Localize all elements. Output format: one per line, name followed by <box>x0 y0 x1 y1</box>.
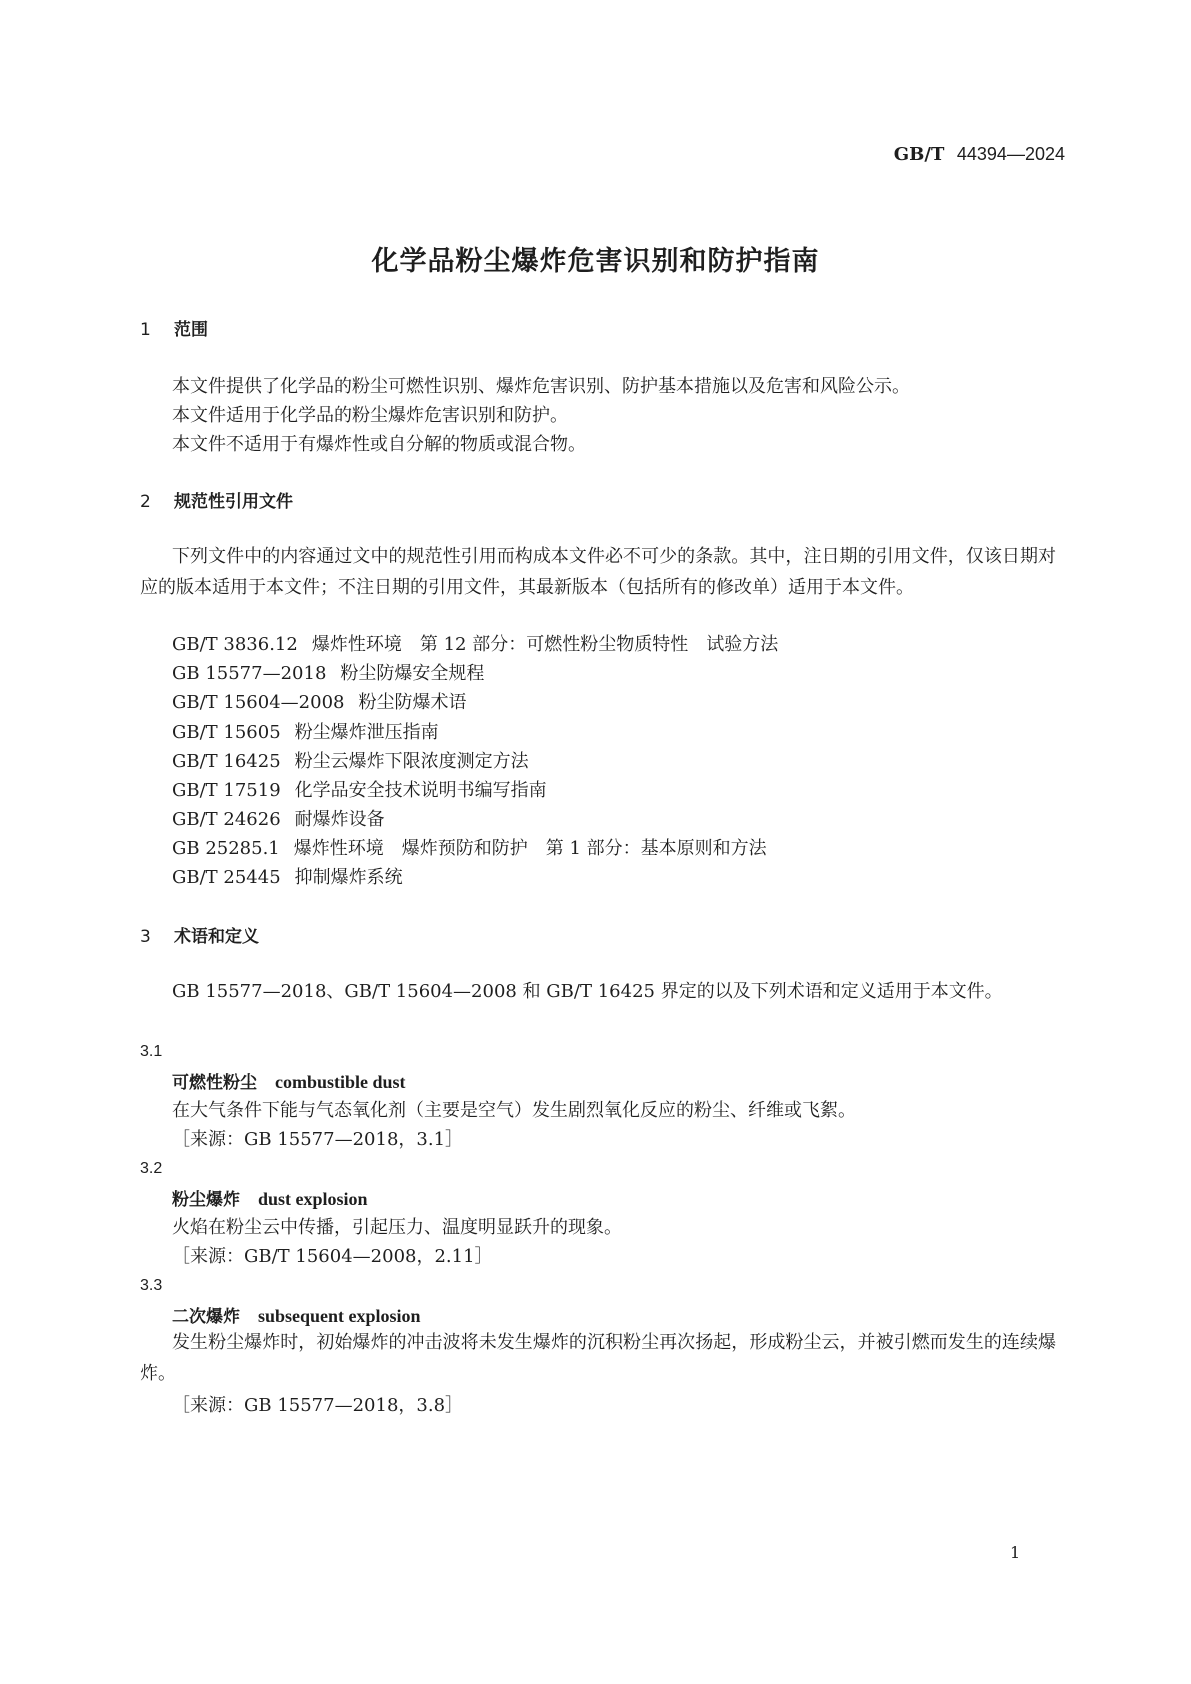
reference-code: GB/T 15605 <box>172 722 281 743</box>
term-number: 3.1 <box>140 1043 163 1060</box>
term-zh: 二次爆炸 <box>172 1307 240 1327</box>
term-number: 3.3 <box>140 1277 163 1294</box>
reference-title: 爆炸性环境 第 12 部分：可燃性粉尘物质特性 试验方法 <box>311 634 779 655</box>
reference-item <box>172 749 529 775</box>
reference-code: GB/T 24626 <box>172 809 281 830</box>
term-definition: 发生粉尘爆炸时，初始爆炸的冲击波将未发生爆炸的沉积粉尘再次扬起，形成粉尘云，并被引燃而发生的连续爆炸。 <box>140 1332 1056 1384</box>
term-source: ［来源：GB 15577—2018，3.1］ <box>172 1129 464 1150</box>
reference-title: 爆炸性环境 爆炸预防和防护 第 1 部分：基本原则和方法 <box>293 838 767 859</box>
term-entry-combustible-dust <box>172 1069 406 1096</box>
reference-item <box>172 865 403 891</box>
scope-paragraph: 本文件适用于化学品的粉尘爆炸危害识别和防护。 <box>172 405 568 426</box>
section-number: 3 <box>140 927 151 947</box>
section-heading-terms-and-definitions <box>140 925 259 949</box>
standard-number <box>894 142 1065 167</box>
scope-paragraph: 本文件不适用于有爆炸性或自分解的物质或混合物。 <box>172 434 586 455</box>
reference-title: 抑制爆炸系统 <box>294 867 403 888</box>
section-number: 1 <box>140 320 151 340</box>
normative-intro-paragraph: 下列文件中的内容通过文中的规范性引用而构成本文件必不可少的条款。其中，注日期的引用文件，仅该日期对应的版本适用于本文件；不注日期的引用文件，其最新版本（包括所有的修改单）适用于本文件。 <box>140 546 1056 598</box>
reference-item <box>172 632 778 658</box>
reference-code: GB/T 15604—2008 <box>172 692 345 713</box>
reference-code: GB/T 3836.12 <box>172 634 298 655</box>
reference-item <box>172 661 484 687</box>
term-zh: 粉尘爆炸 <box>172 1190 240 1210</box>
reference-item <box>172 778 547 804</box>
reference-code: GB/T 25445 <box>172 867 281 888</box>
reference-item <box>172 836 767 862</box>
standard-prefix: GB/T <box>893 144 945 165</box>
section-title: 范围 <box>174 320 208 340</box>
term-entry-dust-explosion <box>172 1186 368 1213</box>
section-heading-scope <box>140 318 208 342</box>
reference-title: 化学品安全技术说明书编写指南 <box>294 780 547 801</box>
term-en: dust explosion <box>258 1189 368 1209</box>
section-title: 术语和定义 <box>174 927 259 947</box>
terms-intro-paragraph: GB 15577—2018、GB/T 15604—2008 和 GB/T 16425 界定的以及下列术语和定义适用于本文件。 <box>172 981 1003 1002</box>
reference-code: GB 25285.1 <box>172 838 280 859</box>
term-definition: 在大气条件下能与气态氧化剂（主要是空气）发生剧烈氧化反应的粉尘、纤维或飞絮。 <box>172 1100 856 1121</box>
document-title: 化学品粉尘爆炸危害识别和防护指南 <box>371 246 820 277</box>
term-en: subsequent explosion <box>258 1306 421 1326</box>
term-entry-subsequent-explosion <box>172 1303 421 1330</box>
section-title: 规范性引用文件 <box>174 492 293 512</box>
reference-item <box>172 720 439 746</box>
reference-item <box>172 807 385 833</box>
term-source: ［来源：GB/T 15604—2008，2.11］ <box>172 1246 493 1267</box>
term-definition: 火焰在粉尘云中传播，引起压力、温度明显跃升的现象。 <box>172 1217 622 1238</box>
reference-title: 耐爆炸设备 <box>294 809 385 830</box>
reference-item <box>172 690 466 716</box>
reference-title: 粉尘爆炸泄压指南 <box>294 722 439 743</box>
section-number: 2 <box>140 492 151 512</box>
term-zh: 可燃性粉尘 <box>172 1073 257 1093</box>
section-heading-normative-references <box>140 490 293 514</box>
reference-code: GB/T 17519 <box>172 780 281 801</box>
reference-title: 粉尘防爆术语 <box>358 692 467 713</box>
reference-code: GB 15577—2018 <box>172 663 327 684</box>
term-number: 3.2 <box>140 1160 163 1177</box>
standard-code: 44394—2024 <box>956 144 1065 164</box>
scope-paragraph: 本文件提供了化学品的粉尘可燃性识别、爆炸危害识别、防护基本措施以及危害和风险公示。 <box>172 376 910 397</box>
reference-code: GB/T 16425 <box>172 751 281 772</box>
reference-title: 粉尘云爆炸下限浓度测定方法 <box>294 751 529 772</box>
reference-title: 粉尘防爆安全规程 <box>340 663 485 684</box>
page-number: 1 <box>1010 1543 1021 1562</box>
term-source: ［来源：GB 15577—2018，3.8］ <box>172 1395 464 1416</box>
term-en: combustible dust <box>275 1072 406 1092</box>
